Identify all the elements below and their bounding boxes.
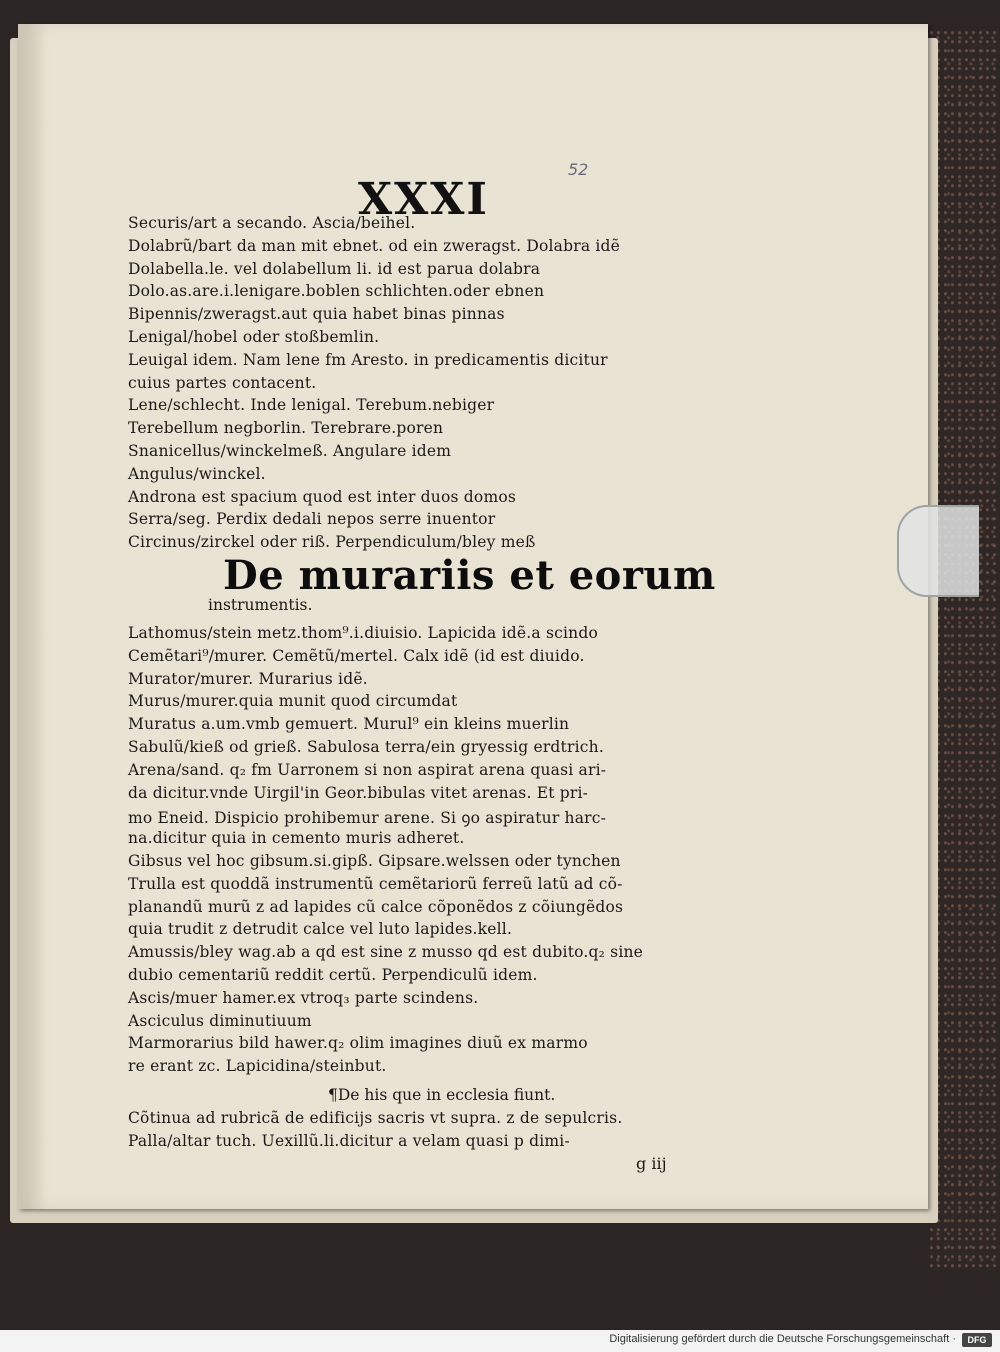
text-line: Sabulũ/kieß od grieß. Sabulosa terra/ein gryessig erdtrich. [128, 738, 604, 756]
heading-subtitle: instrumentis. [208, 596, 313, 614]
text-line: Murator/murer. Murarius idẽ. [128, 669, 368, 688]
text-line: quia trudit z detrudit calce vel luto lapides.kell. [128, 920, 513, 939]
folio-number: XXXI [358, 174, 489, 225]
text-line: Dolabella.le. vel dolabellum li. id est parua dolabra [128, 259, 541, 278]
text-line: Snanicellus/winckelmeß. Angulare idem [128, 442, 452, 460]
footer-credit: Digitalisierung gefördert durch die Deutsche Forschungsgemeinschaft · [609, 1333, 956, 1345]
text-line: Murus/murer.quia munit quod circumdat [128, 692, 458, 711]
text-line: Marmorarius bild hawer.q₂ olim imagines diuũ ex marmo [128, 1034, 588, 1053]
text-line: Ascis/muer hamer.ex vtroq₃ parte scindens. [128, 988, 479, 1007]
text-line: Cõtinua ad rubricã de edificijs sacris vt supra. z de sepulcris. [128, 1109, 623, 1127]
text-line: Gibsus vel hoc gibsum.si.gipß. Gipsare.welssen oder tynchen [128, 852, 621, 870]
text-line: Circinus/zirckel oder riß. Perpendiculum/bley meß [128, 533, 536, 552]
section-heading: De murariis et eorum [223, 552, 716, 599]
text-line: Arena/sand. q₂ fm Uarronem si non aspirat arena quasi ari- [128, 760, 607, 779]
text-line: Lenigal/hobel oder stoßbemlin. [128, 328, 380, 346]
text-line: Lathomus/stein metz.thom⁹.i.diuisio. Lapicida idẽ.a scindo [128, 624, 598, 642]
text-line: Dolo.as.are.i.lenigare.boblen schlichten.oder ebnen [128, 282, 545, 301]
text-line: Serra/seg. Perdix dedali nepos serre inuentor [128, 510, 496, 529]
text-line: planandũ murũ z ad lapides cũ calce cõponẽdos z cõiungẽdos [128, 897, 624, 916]
book-cover-edge [930, 30, 1000, 1270]
text-line: Dolabrũ/bart da man mit ebnet. od ein zweragst. Dolabra idẽ [128, 236, 621, 255]
book-page [18, 24, 928, 1209]
text-line: Muratus a.um.vmb gemuert. Murul⁹ ein kleins muerlin [128, 715, 570, 734]
text-line: Angulus/winckel. [128, 464, 266, 483]
text-line: Amussis/bley wag.ab a qd est sine z musso qd est dubito.q₂ sine [128, 943, 644, 962]
page-gutter [18, 24, 46, 1209]
text-line: cuius partes contacent. [128, 373, 317, 392]
text-line: Androna est spacium quod est inter duos domos [128, 487, 517, 506]
text-line: re erant zc. Lapicidina/steinbut. [128, 1057, 387, 1076]
footer-bar [0, 1330, 1000, 1352]
page-clip [897, 505, 979, 597]
text-line: mo Eneid. Dispicio prohibemur arene. Si ꝯo aspiratur harc- [128, 809, 607, 828]
text-line: dubio cementariũ reddit certũ. Perpendiculũ idem. [128, 966, 538, 984]
text-line: Palla/altar tuch. Uexillũ.li.dicitur a velam quasi p dimi- [128, 1131, 570, 1150]
text-line: Lene/schlecht. Inde lenigal. Terebum.nebiger [128, 396, 495, 415]
text-line: na.dicitur quia in cemento muris adheret. [128, 829, 465, 848]
section-title: ¶De his que in ecclesia fiunt. [328, 1086, 556, 1104]
text-line: da dicitur.vnde Uirgil'in Geor.bibulas vitet arenas. Et pri- [128, 783, 589, 802]
handwritten-note: 52 [568, 160, 589, 179]
text-line: Bipennis/zweragst.aut quia habet binas pinnas [128, 305, 505, 324]
dfg-logo-icon: DFG [962, 1333, 992, 1347]
text-line: Cemẽtari⁹/murer. Cemẽtũ/mertel. Calx idẽ (id est diuido. [128, 646, 585, 665]
text-line: Asciculus diminutiuum [128, 1011, 312, 1030]
text-line: Terebellum negborlin. Terebrare.poren [128, 419, 444, 438]
text-line: Trulla est quoddã instrumentũ cemẽtariorũ ferreũ latũ ad cõ- [128, 874, 623, 893]
text-line: Leuigal idem. Nam lene fm Aresto. in predicamentis dicitur [128, 350, 608, 369]
text-line: Securis/art a secando. Ascia/beihel. [128, 214, 416, 232]
signature-mark: g iij [636, 1154, 667, 1173]
